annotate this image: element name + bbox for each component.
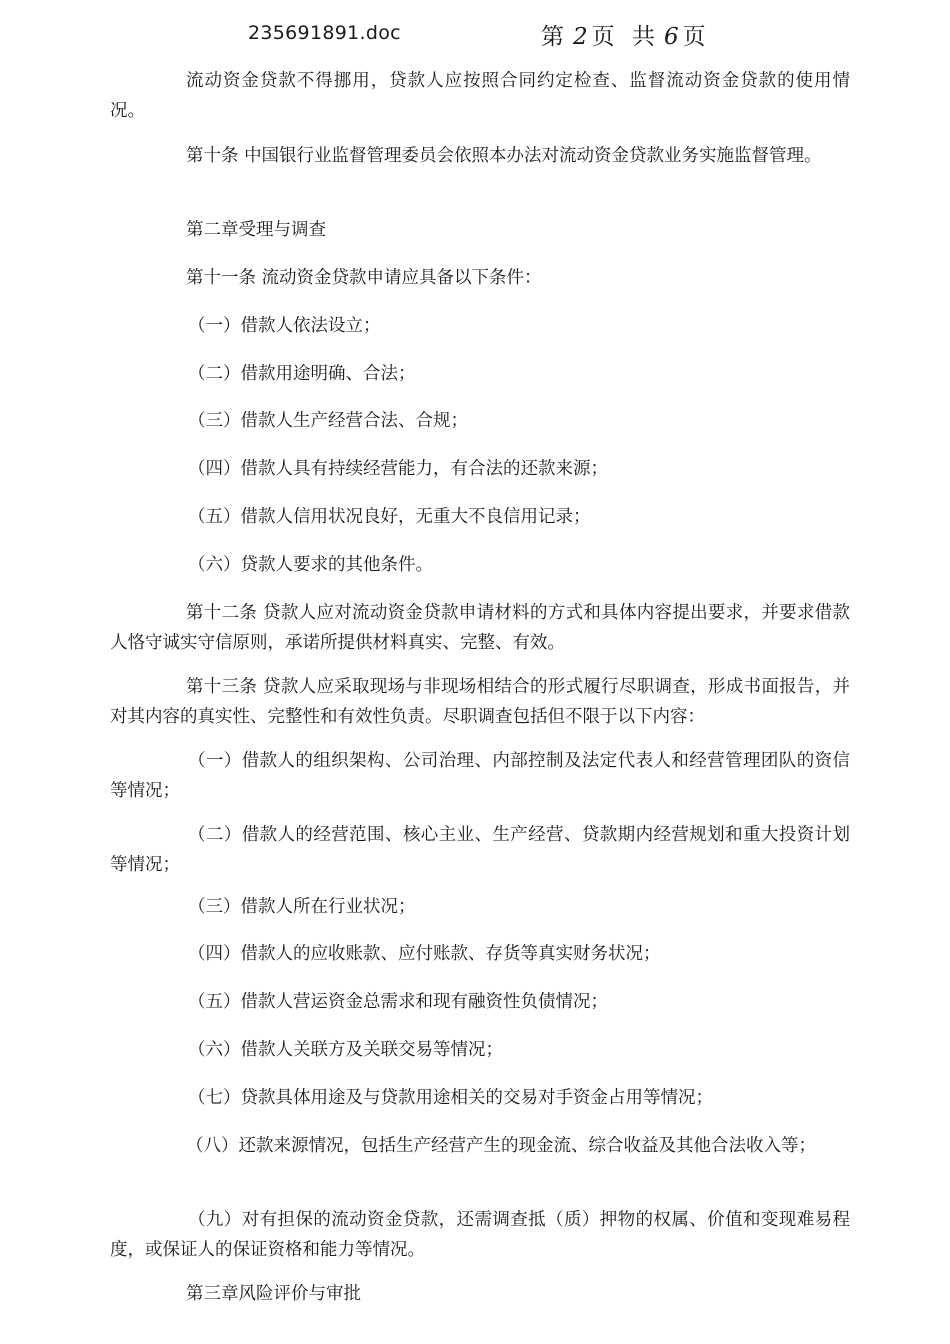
current-page-number: 2 [573, 24, 588, 50]
article-10: 第十条 中国银行业监督管理委员会依照本办法对流动资金贷款业务实施监督管理。 [186, 146, 822, 166]
page-number-indicator [541, 18, 711, 51]
chapter-2-heading: 第二章受理与调查 [186, 220, 326, 240]
investigation-item-8: （八）还款来源情况，包括生产经营产生的现金流、综合收益及其他合法收入等； [186, 1136, 816, 1156]
investigation-item-1: （一）借款人的组织架构、公司治理、内部控制及法定代表人和经营管理团队的资信等情况； [110, 751, 850, 801]
page-header [0, 18, 950, 48]
page-suffix: 页 [682, 24, 711, 50]
investigation-item-4: （四）借款人的应收账款、应付账款、存货等真实财务状况； [188, 944, 661, 964]
article-12: 第十二条 贷款人应对流动资金贷款申请材料的方式和具体内容提出要求，并要求借款人恪守诚实守信原则，承诺所提供材料真实、完整、有效。 [110, 603, 850, 653]
investigation-item-3: （三）借款人所在行业状况； [188, 897, 416, 917]
condition-item-3: （三）借款人生产经营合法、合规； [188, 411, 468, 431]
paragraph-usage-check: 流动资金贷款不得挪用，贷款人应按照合同约定检查、监督流动资金贷款的使用情况。 [110, 71, 850, 121]
chapter-3-heading: 第三章风险评价与审批 [186, 1284, 361, 1304]
page-prefix: 第 [541, 24, 569, 50]
investigation-item-2: （二）借款人的经营范围、核心主业、生产经营、贷款期内经营规划和重大投资计划等情况； [110, 825, 850, 875]
total-page-number: 6 [663, 24, 679, 50]
investigation-item-6: （六）借款人关联方及关联交易等情况； [188, 1040, 503, 1060]
condition-item-1: （一）借款人依法设立； [188, 316, 381, 336]
article-13: 第十三条 贷款人应采取现场与非现场相结合的形式履行尽职调查，形成书面报告，并对其内容的真实性、完整性和有效性负责。尽职调查包括但不限于以下内容： [110, 677, 850, 727]
article-11: 第十一条 流动资金贷款申请应具备以下条件： [186, 268, 542, 288]
condition-item-4: （四）借款人具有持续经营能力，有合法的还款来源； [188, 459, 608, 479]
condition-item-2: （二）借款用途明确、合法； [188, 364, 416, 384]
condition-item-6: （六）贷款人要求的其他条件。 [188, 555, 433, 575]
page-middle: 页 共 [591, 24, 660, 50]
condition-item-5: （五）借款人信用状况良好，无重大不良信用记录； [188, 507, 591, 527]
investigation-item-7: （七）贷款具体用途及与贷款用途相关的交易对手资金占用等情况； [188, 1088, 713, 1108]
investigation-item-9: （九）对有担保的流动资金贷款，还需调查抵（质）押物的权属、价值和变现难易程度，或保证人的保证资格和能力等情况。 [110, 1210, 850, 1260]
investigation-item-5: （五）借款人营运资金总需求和现有融资性负债情况； [188, 992, 608, 1012]
document-filename: 235691891.doc [248, 22, 401, 44]
